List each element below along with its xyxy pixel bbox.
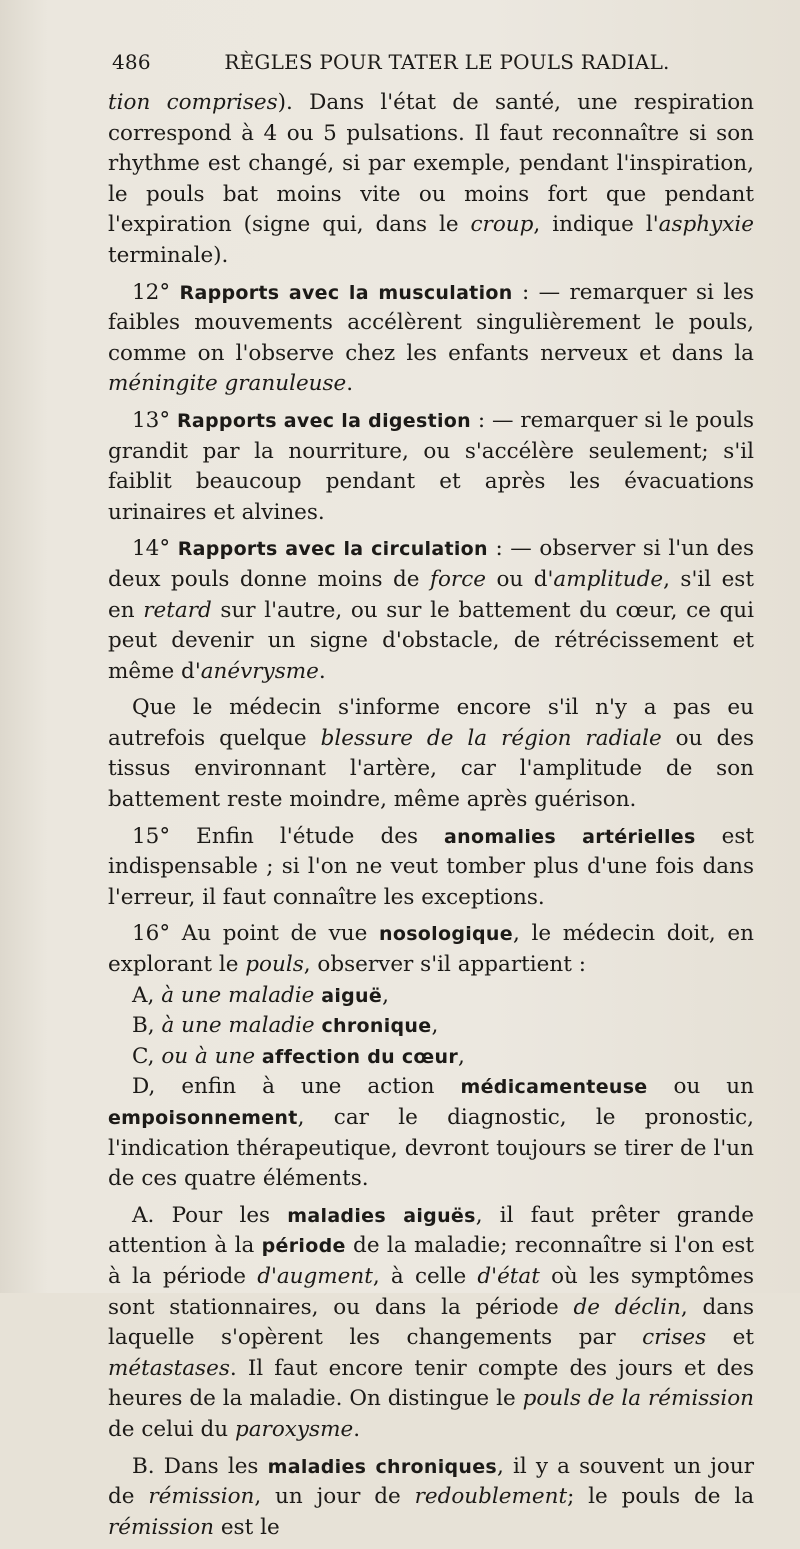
text: .: [353, 1416, 361, 1442]
text: ou un: [647, 1074, 755, 1100]
section-heading: médicamenteuse: [460, 1076, 648, 1099]
italic-text: à une maladie: [161, 982, 315, 1008]
italic-text: retard: [143, 597, 212, 623]
text: : — remarquer si le pouls grandit par la nourriture, ou s'accélère seulement; s'il faiblit beaucoup pendant et après les évacuations urinaires et alvines.: [108, 407, 754, 525]
text: , s'il est en: [108, 566, 754, 623]
text: ou des tissus environnant l'artère, car l'amplitude de son battement reste moindre, même après guérison.: [108, 725, 754, 813]
section-heading: aiguë: [321, 984, 383, 1007]
section-heading: nosologique: [379, 923, 513, 946]
section-heading: Rapports avec la circulation: [177, 538, 488, 561]
section-heading: chronique: [321, 1015, 432, 1038]
text: , il faut prêter grande attention à la: [108, 1202, 754, 1259]
text: Que le médecin s'informe encore s'il n'y a pas eu autrefois quelque: [108, 695, 754, 751]
paragraph-blessure: [108, 693, 754, 815]
text: .: [318, 658, 326, 684]
italic-text: méningite granuleuse: [108, 371, 347, 397]
text: est le: [214, 1514, 280, 1540]
list-item: [108, 981, 754, 1012]
paragraph-maladies-aigues: [108, 1201, 754, 1446]
text: de la maladie; reconnaître si l'on est à la période: [108, 1233, 754, 1289]
italic-text: rémission: [148, 1484, 255, 1510]
list-item: [108, 1042, 754, 1073]
text: sur l'autre, ou sur le battement du cœur, ce qui peut devenir un signe d'obstacle, de rétrécissement et même d': [108, 597, 755, 684]
text: , à celle: [372, 1263, 478, 1289]
italic-text: à une maladie: [161, 1013, 315, 1039]
text: de celui du: [108, 1416, 235, 1442]
paragraph-musculation: [108, 278, 754, 400]
section-heading: maladies aiguës: [287, 1204, 476, 1227]
text: ,: [382, 982, 389, 1008]
text: ; le pouls de la: [567, 1484, 755, 1510]
section-heading: Rapports avec la digestion: [176, 409, 471, 432]
text: 15° Enfin l'étude des: [132, 823, 445, 849]
italic-text: paroxysme: [234, 1416, 354, 1442]
item-number: 12°: [132, 279, 180, 305]
text: : — remarquer si les faibles mouvements accélèrent singulièrement le pouls, comme on l'observe chez les enfants nerveux et dans la: [108, 279, 754, 366]
text: et: [706, 1325, 755, 1351]
text: B,: [132, 1013, 162, 1039]
paragraph-nosologique: [108, 919, 754, 980]
text: terminale).: [108, 242, 229, 268]
text: , dans laquelle s'opèrent les changements par: [108, 1294, 754, 1351]
text: D, enfin à une action: [132, 1074, 461, 1100]
section-heading: période: [261, 1235, 346, 1258]
italic-text: force: [430, 566, 486, 592]
text: . Il faut encore tenir compte des jours et des heures de la maladie. On distingue le: [108, 1355, 754, 1412]
text: , le médecin doit, en explorant le: [108, 921, 754, 978]
section-heading: maladies chroniques: [267, 1455, 498, 1478]
italic-text: anévrysme: [200, 658, 319, 684]
text: , il y a souvent un jour de: [108, 1453, 754, 1510]
text: , observer s'il appartient :: [303, 952, 586, 978]
item-number: 14°: [132, 536, 178, 562]
text: ou d': [485, 566, 554, 592]
list-item: [108, 1011, 754, 1042]
paragraph-medicamenteuse: [108, 1072, 754, 1194]
italic-text: ou à une: [161, 1043, 256, 1069]
page-body: [108, 88, 754, 1549]
italic-text: redoublement: [414, 1484, 568, 1510]
section-heading: anomalies artérielles: [444, 825, 696, 848]
classification-list: [108, 981, 754, 1073]
italic-text: d'augment: [257, 1263, 373, 1289]
text: , car le diagnostic, le pronostic, l'indication thérapeutique, devront toujours se tirer de l'un de ces quatre éléments.: [108, 1105, 754, 1192]
text: A. Pour les: [132, 1202, 288, 1228]
italic-text: tion comprises: [108, 90, 278, 115]
text: .: [346, 371, 354, 397]
paragraph-digestion: [108, 406, 754, 528]
paragraph-respiration: [108, 88, 754, 272]
text: B. Dans les: [132, 1453, 268, 1479]
paragraph-circulation: [108, 534, 754, 687]
paragraph-maladies-chroniques: [108, 1452, 754, 1544]
text: , indique l': [533, 212, 659, 238]
section-heading: affection du cœur: [261, 1045, 458, 1068]
text: C,: [132, 1043, 162, 1069]
text: 16° Au point de vue: [132, 921, 380, 947]
text: : — observer si l'un des deux pouls donne moins de: [108, 536, 754, 592]
italic-text: pouls: [245, 952, 304, 978]
text: est indispensable ; si l'on ne veut tomber plus d'une fois dans l'erreur, il faut connaître les exceptions.: [108, 823, 755, 910]
paragraph-anomalies: [108, 822, 754, 914]
italic-text: croup: [470, 212, 534, 238]
section-heading: empoisonnement: [108, 1107, 298, 1129]
text: ,: [431, 1013, 439, 1039]
italic-text: d'état: [477, 1263, 540, 1289]
text: ,: [458, 1043, 465, 1069]
running-title: RÈGLES POUR TATER LE POULS RADIAL.: [224, 50, 670, 74]
italic-text: rémission: [108, 1514, 214, 1540]
italic-text: de déclin: [573, 1294, 681, 1320]
italic-text: métastases: [108, 1355, 230, 1381]
italic-text: asphyxie: [658, 212, 754, 238]
italic-text: blessure de la région radiale: [320, 725, 662, 751]
section-heading: Rapports avec la musculation: [179, 281, 513, 304]
text: ). Dans l'état de santé, une respiration correspond à 4 ou 5 pulsations. Il faut reconnaître si son rhythme est changé, si par exemple, pendant l'inspiration, le pouls bat moins vite ou moins fort que pendant l'expiration (signe qui, dans le: [108, 90, 754, 238]
italic-text: pouls de la rémission: [522, 1386, 754, 1412]
text: A,: [132, 982, 162, 1008]
italic-text: crises: [642, 1325, 707, 1351]
page-number: 486: [112, 50, 151, 74]
item-number: 13°: [132, 407, 177, 433]
italic-text: amplitude: [553, 566, 664, 592]
text: où les symptômes sont stationnaires, ou dans la période: [108, 1263, 754, 1320]
running-header: [112, 50, 752, 74]
text: , un jour de: [254, 1484, 415, 1510]
